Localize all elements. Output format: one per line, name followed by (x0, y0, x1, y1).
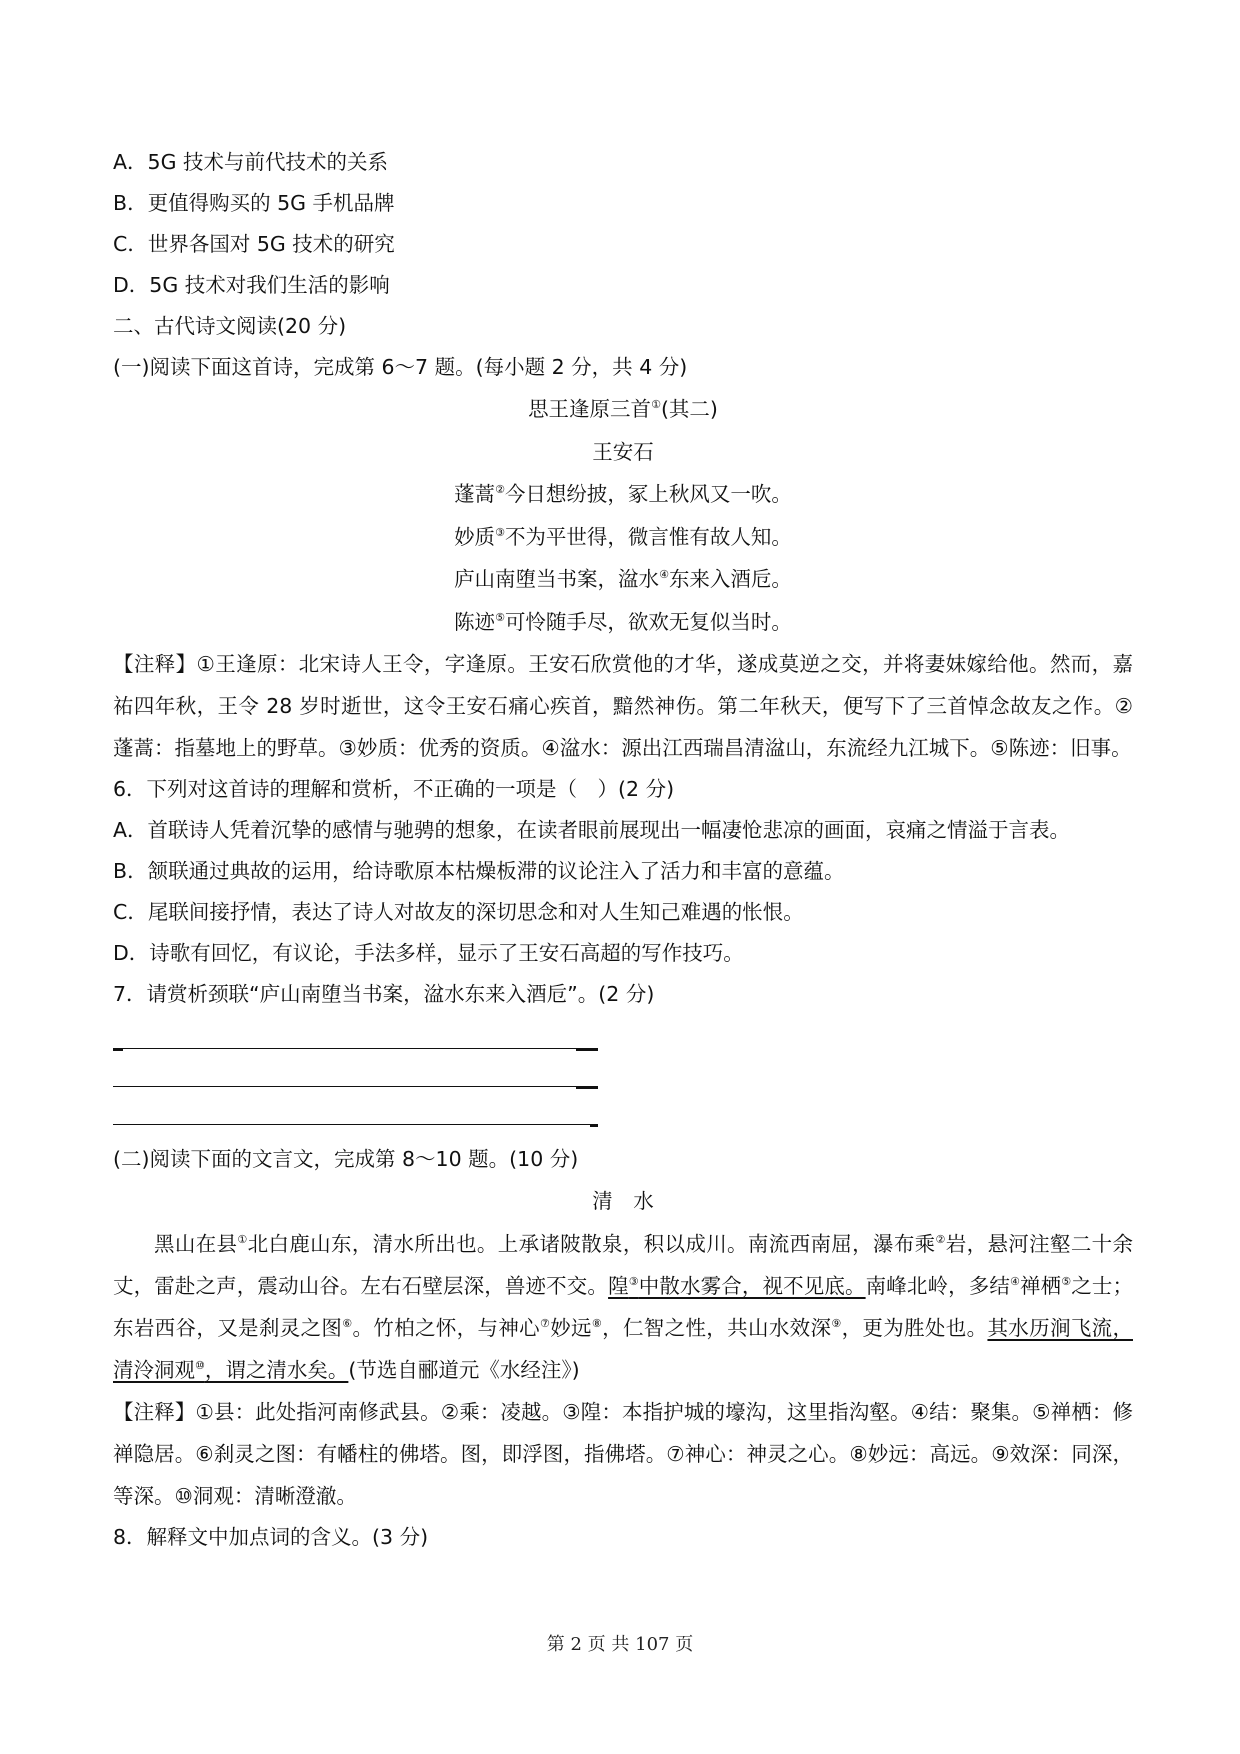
q5-options (113, 142, 1133, 306)
poem-line-4: 陈迹⑤可怜随手尽，欲欢无复似当时。 (454, 609, 792, 634)
footnote-marker: ⑧ (591, 1316, 603, 1330)
prose-notes: 【注释】①县：此处指河南修武县。②乘：凌越。③隍：本指护城的壕沟，这里指沟壑。④结：聚集。⑤禅栖：修禅隐居。⑥刹灵之图：有幡柱的佛塔。图，即浮图，指佛塔。⑦神心：神灵之心。⑧妙远：高远。⑨效深：同深，等深。⑩洞观：清晰澄澈。 (113, 1399, 1133, 1508)
part2-instructions: (二)阅读下面的文言文，完成第 8～10 题。(10 分) (113, 1147, 579, 1171)
answer-line (113, 1095, 598, 1133)
page-content (113, 142, 1133, 1558)
q6-option-c: C．尾联间接抒情，表达了诗人对故友的深切思念和对人生知己难遇的怅恨。 (113, 900, 804, 924)
footnote-marker: ⑤ (1061, 1274, 1072, 1288)
footnote-marker: ① (237, 1232, 248, 1246)
prose-source: (节选自郦道元《水经注》) (348, 1357, 580, 1382)
q6-option-d: D．诗歌有回忆，有议论，手法多样，显示了王安石高超的写作技巧。 (113, 941, 744, 965)
footnote-marker: ⑤ (495, 610, 505, 624)
q6-option-b: B．颔联通过典故的运用，给诗歌原本枯燥板滞的议论注入了活力和丰富的意蕴。 (113, 859, 845, 883)
q6-option-a: A．首联诗人凭着沉挚的感情与驰骋的想象，在读者眼前展现出一幅凄怆悲凉的画面，哀痛之情溢于言表。 (113, 818, 1071, 842)
page-number: 第 2 页 共 107 页 (546, 1634, 694, 1655)
footnote-marker: ② (495, 483, 505, 496)
q6-stem: 6．下列对这首诗的理解和赏析，不正确的一项是（ ）(2 分) (113, 777, 675, 801)
q5-option-b: B．更值得购买的 5G 手机品牌 (113, 191, 395, 215)
q6-options (113, 810, 1133, 974)
footnote-marker: ② (935, 1232, 946, 1246)
poem-title: 思王逢原三首①(其二) (528, 397, 718, 421)
footnote-marker: ④ (659, 568, 669, 581)
underlined-sentence-2: 其水历涧飞流，清泠洞观⑩，谓之清水矣。 (113, 1315, 1133, 1382)
answer-lines (113, 1019, 1133, 1133)
answer-line (113, 1019, 598, 1057)
prose-passage: 黑山在县①北白鹿山东，清水所出也。上承诸陂散泉，积以成川。南流西南屈，瀑布乘②岩，悬河注壑二十余丈，雷赴之声，震动山谷。左右石壁层深，兽迹不交。隍③中散水雾合，视不见底。南峰北岭，多结④禅栖⑤之士；东岩西谷，又是刹灵之图⑥。竹柏之怀，与神心⑦妙远⑧，仁智之性，共山水效深⑨，更为胜处也。其水历涧飞流，清泠洞观⑩，谓之清水矣。(节选自郦道元《水经注》) (113, 1231, 1134, 1382)
footnote-marker: ③ (495, 525, 505, 539)
prose-title: 清 水 (592, 1189, 654, 1213)
q5-option-c: C．世界各国对 5G 技术的研究 (113, 232, 395, 256)
q5-option-d: D．5G 技术对我们生活的影响 (113, 273, 390, 297)
part1-instructions: (一)阅读下面这首诗，完成第 6～7 题。(每小题 2 分，共 4 分) (113, 355, 688, 379)
footnote-marker: ① (651, 398, 661, 411)
section-heading: 二、古代诗文阅读(20 分) (113, 314, 347, 338)
poem (113, 388, 1133, 643)
poem-notes: 【注释】①王逢原：北宋诗人王令，字逢原。王安石欣赏他的才华，遂成莫逆之交，并将妻妹嫁给他。然而，嘉祐四年秋，王令 28 岁时逝世，这令王安石痛心疾首，黯然神伤。第二年秋天，便写下了三首悼念故友之作。②蓬蒿：指墓地上的野草。③妙质：优秀的资质。④湓水：源出江西瑞昌清湓山，东流经九江城下。⑤陈迹：旧事。 (113, 652, 1133, 760)
footnote-marker: ⑥ (342, 1316, 353, 1330)
poem-line-1: 蓬蒿②今日想纷披，冢上秋风又一吹。 (454, 482, 792, 506)
poem-line-2: 妙质③不为平世得，微言惟有故人知。 (454, 524, 792, 549)
footnote-marker: ④ (1010, 1274, 1021, 1288)
poem-line-3: 庐山南堕当书案，湓水④东来入酒卮。 (454, 567, 792, 591)
underlined-sentence-1: 隍③中散水雾合，视不见底。 (608, 1273, 866, 1298)
footnote-marker: ⑦ (540, 1316, 551, 1330)
q8-stem: 8．解释文中加点词的含义。(3 分) (113, 1524, 429, 1549)
answer-line (113, 1057, 598, 1095)
footnote-marker: ⑨ (831, 1316, 842, 1330)
q5-option-a: A．5G 技术与前代技术的关系 (113, 150, 388, 174)
poem-author: 王安石 (592, 439, 654, 464)
q7-stem: 7．请赏析颈联“庐山南堕当书案，湓水东来入酒卮”。(2 分) (113, 982, 655, 1006)
